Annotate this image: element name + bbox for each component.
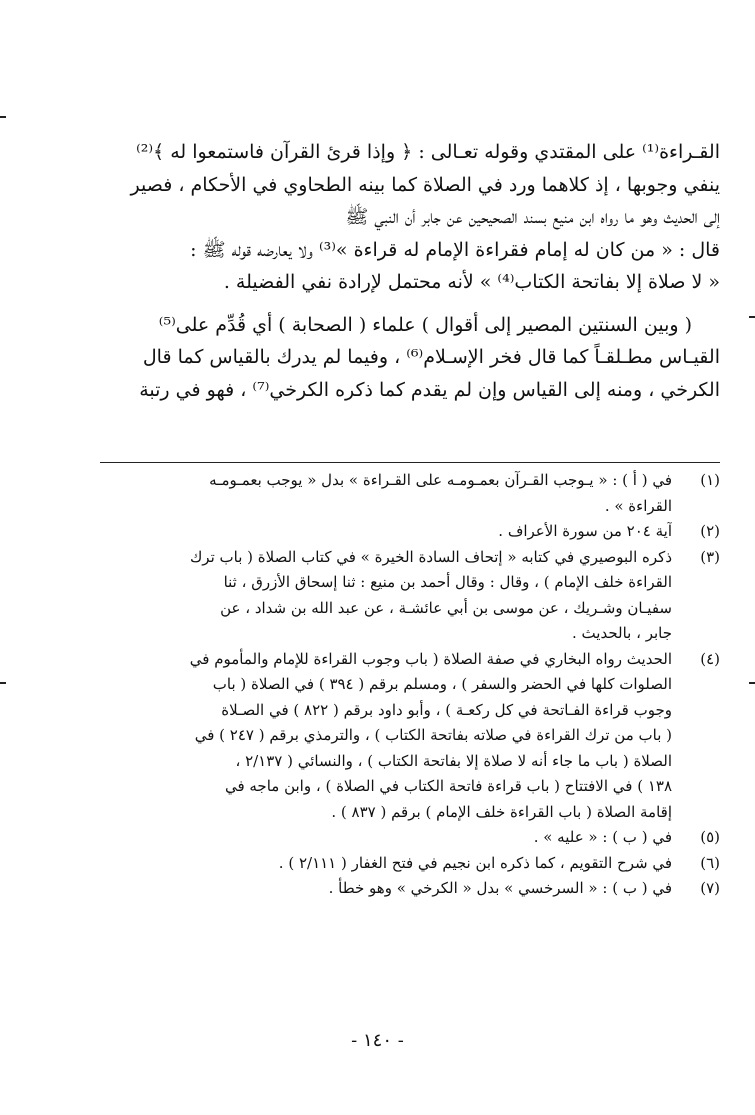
- main-line: إلى الحديث وهو ما رواه ابن منيع بسند الصحيحين عن جابر أن النبي ﷺ: [345, 206, 720, 228]
- footnote-line: إقامة الصلاة ( باب القراءة خلف الإمام ) برقم ( ٨٣٧ ) .: [331, 802, 672, 821]
- main-line: ينفي وجوبها ، إذ كلاهما ورد في الصلاة كما بينه الطحاوي في الأحكام ، فصير: [130, 173, 720, 196]
- footnote-number: (٣): [700, 547, 720, 566]
- main-line: « لا صلاة إلا بفاتحة الكتاب⁽⁴⁾ » لأنه محتمل لإرادة نفي الفضيلة .: [223, 271, 720, 293]
- footnote-line: في ( ب ) : « السرخسي » بدل « الكرخي » وهو خطأ .: [328, 879, 672, 897]
- footnote-line: في ( ب ) : « عليه » .: [533, 828, 672, 846]
- footnote-line: ذكره البوصيري في كتابه « إتحاف السادة الخيرة » في كتاب الصلاة ( باب ترك: [189, 547, 672, 566]
- scan-edge-mark: [749, 316, 755, 318]
- footnote-body: [100, 876, 672, 902]
- footnote-body: [100, 519, 672, 545]
- footnote-line: الصلاة ( باب ما جاء أنه لا صلاة إلا بفاتحة الكتاب ) ، والنسائي ( ٢/١٣٧ ،: [235, 751, 672, 770]
- footnote-number: (٢): [700, 522, 720, 540]
- footnote: [100, 851, 720, 877]
- main-text: [100, 136, 720, 406]
- footnote-line: ( باب من ترك القراءة في صلاته بفاتحة الكتاب ) ، والترمذي برقم ( ٢٤٧ ) في: [194, 726, 672, 744]
- footnote-body: [100, 468, 672, 519]
- footnote: [100, 519, 720, 545]
- footnote-line: وجوب قراءة الفـاتحة في كل ركعـة ) ، وأبو داود برقم ( ٨٢٢ ) في الصـلاة: [221, 700, 672, 719]
- footnote: [100, 545, 720, 647]
- footnote-line: الصلوات كلها في الحضر والسفر ) ، ومسلم برقم ( ٣٩٤ ) في الصلاة ( باب: [212, 675, 672, 693]
- scan-edge-mark: [0, 116, 6, 118]
- main-line: القـراءة⁽¹⁾ على المقتدي وقوله تعـالى : ﴿ وإذا قرئ القرآن فاستمعوا له ﴾⁽²⁾: [136, 141, 720, 163]
- footnote-line: سفيـان وشـريك ، عن موسى بن أبي عائشـة ، عن عبد الله بن شداد ، عن: [220, 598, 672, 617]
- main-line: القيـاس مطـلقـاً كما قال فخر الإسـلام⁽⁶⁾ ، وفيما لم يدرك بالقياس كما قال: [142, 346, 720, 368]
- footnote-separator: [100, 462, 720, 463]
- footnote-line: آية ٢٠٤ من سورة الأعراف .: [498, 522, 672, 540]
- footnote: [100, 468, 720, 519]
- footnote-line: القراءة خلف الإمام ) ، وقال : وقال أحمد بن منيع : ثنا إسحاق الأزرق ، ثنا: [223, 573, 672, 591]
- footnote-body: [100, 647, 672, 826]
- footnote-line: القراءة » .: [604, 496, 672, 515]
- footnote: [100, 876, 720, 902]
- footnote-line: في ( أ ) : « يـوجب القـرآن بعمـومـه على القـراءة » بدل « يوجب بعمـومـه: [209, 471, 672, 489]
- footnote-number: (٥): [700, 828, 720, 846]
- footnotes: [100, 468, 720, 902]
- main-line: ( وبين السنتين المصير إلى أقوال ) علماء ( الصحابة ) أي قُدِّم على⁽⁵⁾: [158, 313, 692, 336]
- footnote-line: جابر ، بالحديث .: [572, 624, 672, 642]
- footnote-number: (١): [700, 471, 720, 489]
- footnote-body: [100, 825, 672, 851]
- main-line: الكرخي ، ومنه إلى القياس وإن لم يقدم كما ذكره الكرخي⁽⁷⁾ ، فهو في رتبة: [139, 378, 720, 401]
- footnote-body: [100, 851, 672, 877]
- main-line: قال : « من كان له إمام فقراءة الإمام له قراءة »⁽³⁾ ولا يعارضه قوله ﷺ :: [190, 238, 720, 261]
- footnote-line: الحديث رواه البخاري في صفة الصلاة ( باب وجوب القراءة للإمام والمأموم في: [189, 649, 672, 668]
- page-number: - ١٤٠ -: [351, 1030, 404, 1051]
- footnote-number: (٤): [700, 649, 720, 668]
- footnote-number: (٧): [700, 879, 720, 897]
- footnote: [100, 647, 720, 826]
- scan-edge-mark: [749, 682, 755, 684]
- footnote-line: ١٣٨ ) في الافتتاح ( باب قراءة فاتحة الكتاب في الصلاة ) ، وابن ماجه في: [224, 777, 672, 795]
- footnote: [100, 825, 720, 851]
- scan-edge-mark: [0, 682, 6, 684]
- footnote-number: (٦): [700, 853, 720, 872]
- footnote-body: [100, 545, 672, 647]
- footnote-line: في شرح التقويم ، كما ذكره ابن نجيم في فتح الغفار ( ٢/١١١ ) .: [278, 853, 672, 872]
